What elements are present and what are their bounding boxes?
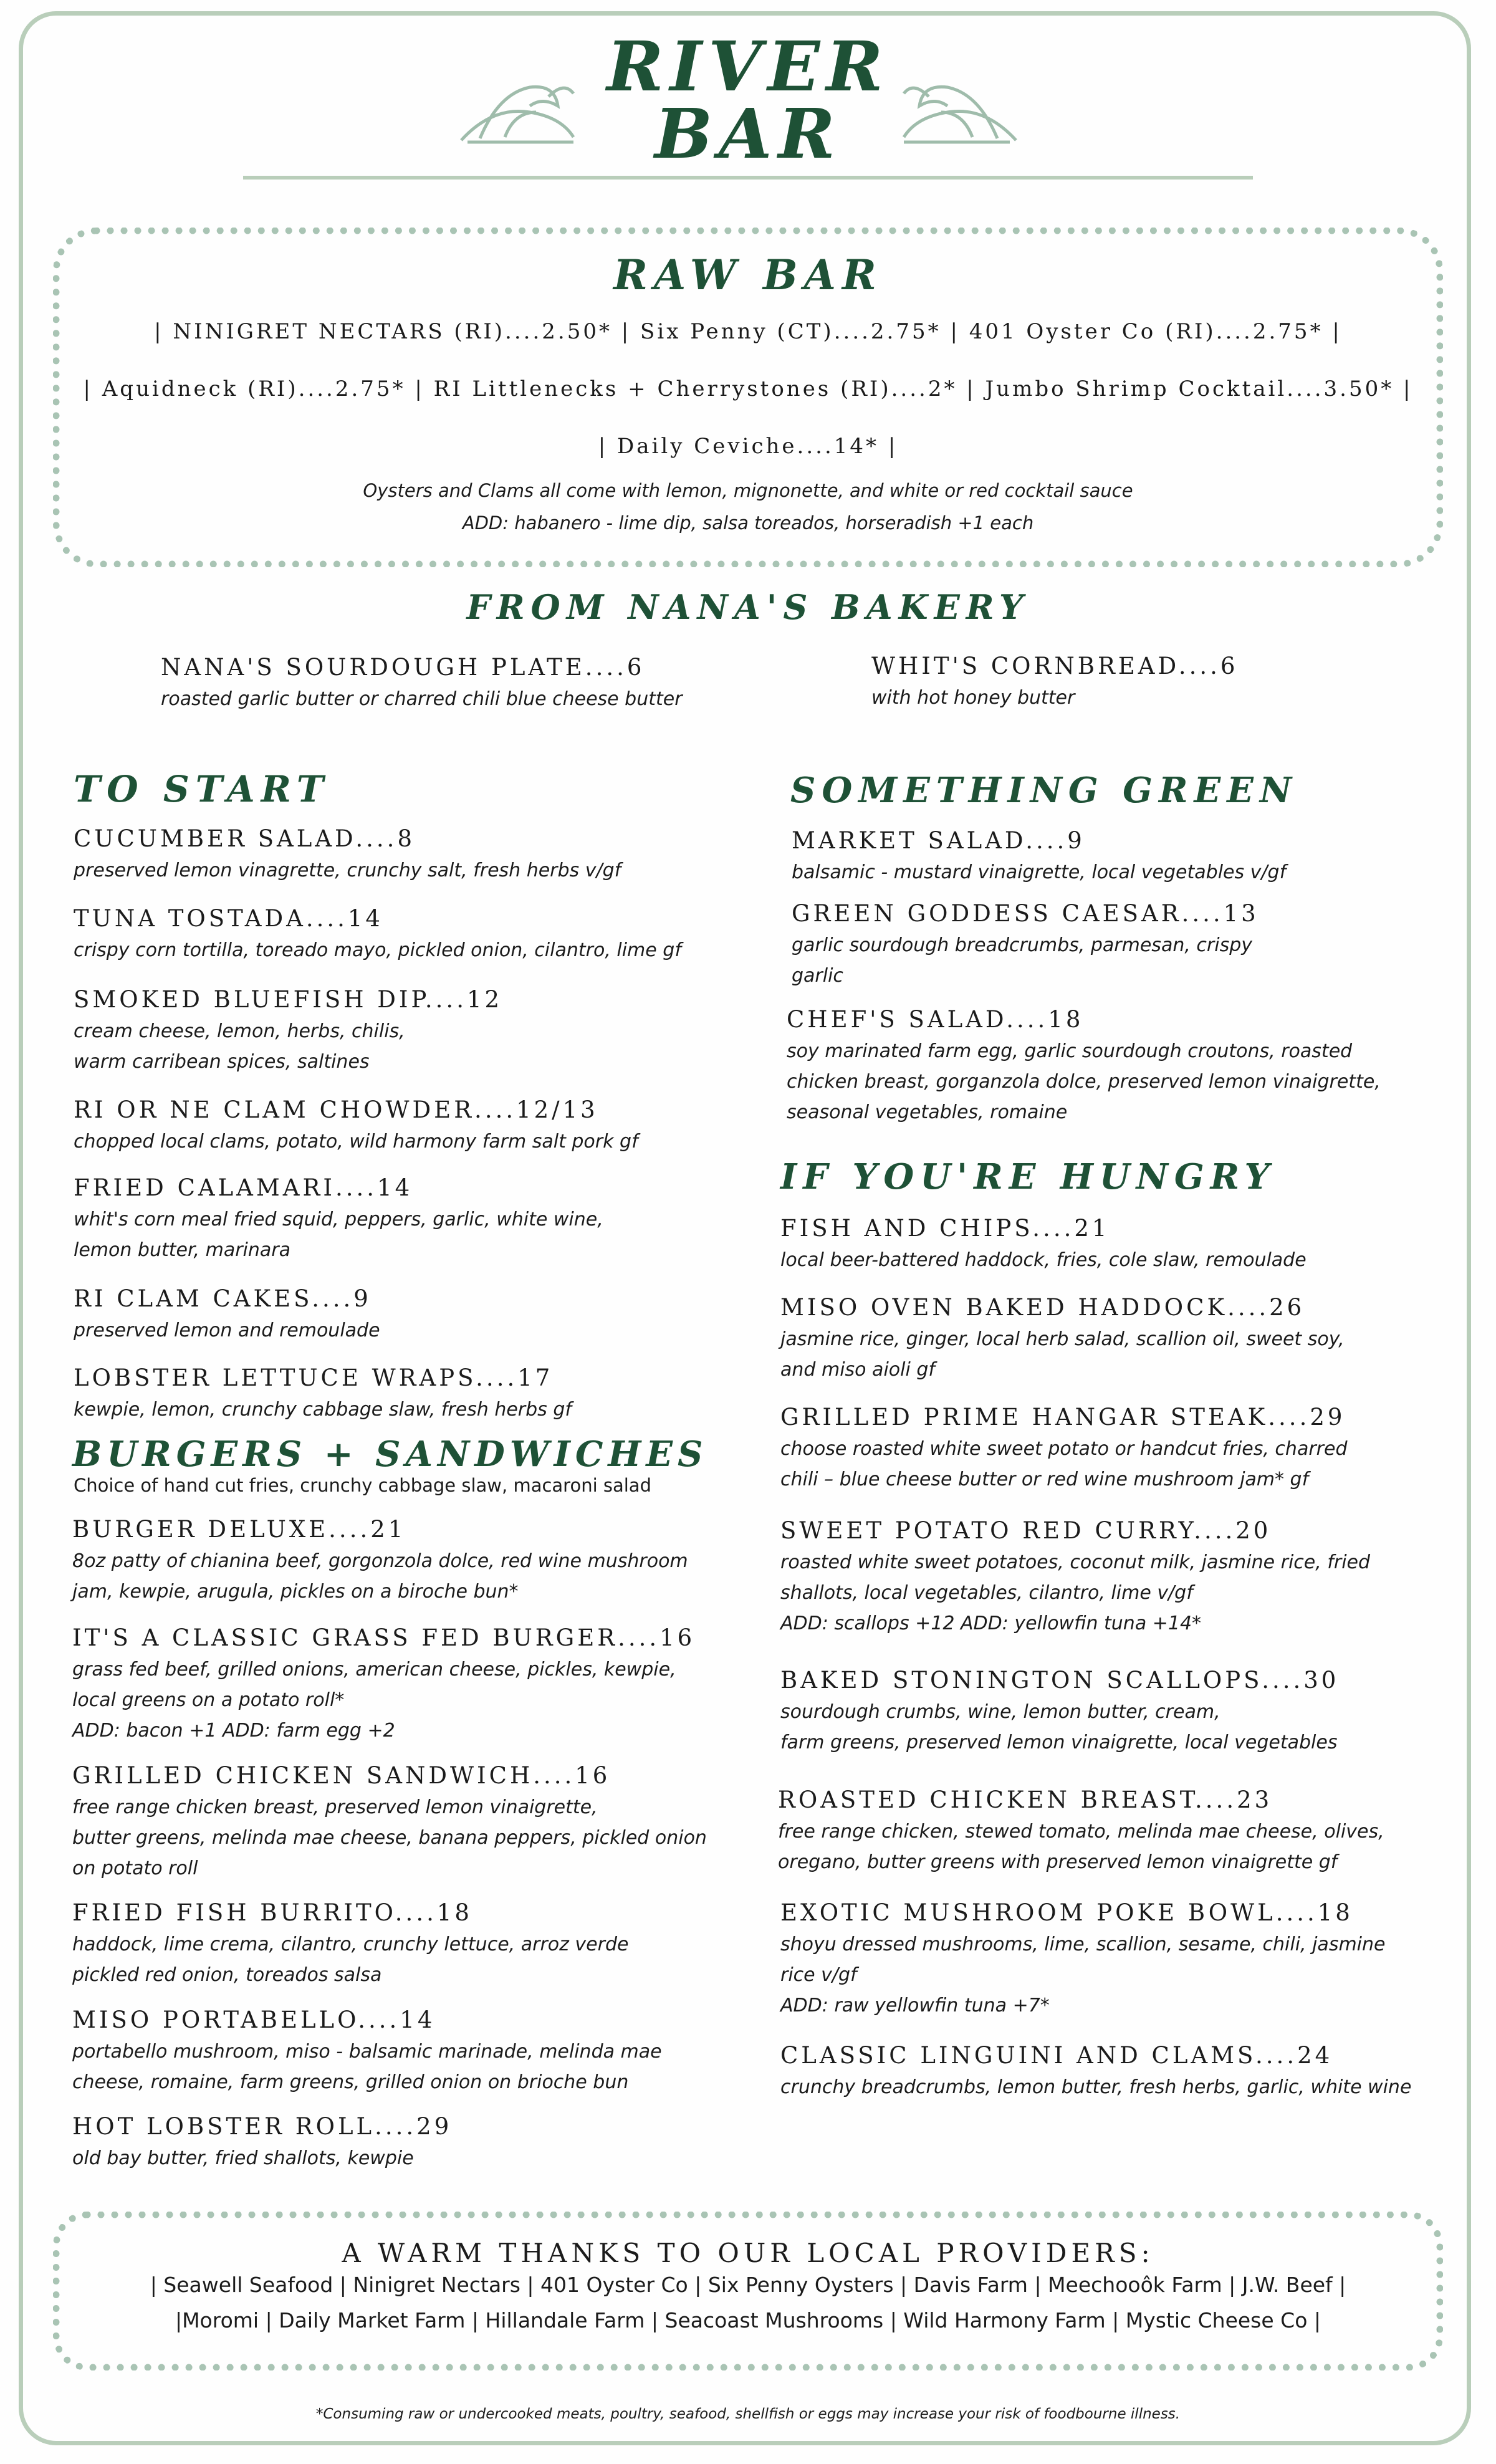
item-desc: jasmine rice, ginger, local herb salad, scallion oil, sweet soy, and miso aioli gf bbox=[780, 1328, 1345, 1381]
logo-line-2: BAR bbox=[654, 93, 842, 174]
raw-bar-note-1: Oysters and Clams all come with lemon, mignonette, and white or red cocktail sauce bbox=[363, 480, 1133, 501]
hungry-title: IF YOU'RE HUNGRY bbox=[780, 1156, 1276, 1197]
raw-bar-line-2: | Aquidneck (RI)....2.75* | RI Littlenecks + Cherrystones (RI)....2* | Jumbo Shrimp Cocktail....3.50* | bbox=[83, 376, 1413, 401]
burgers-title: BURGERS + SANDWICHES bbox=[72, 1434, 708, 1475]
menu-item bbox=[778, 1784, 1384, 1877]
menu-item bbox=[792, 898, 1259, 991]
item-name: GREEN GODDESS CAESAR....13 bbox=[792, 900, 1259, 927]
providers-line-1: | Seawell Seafood | Ninigret Nectars | 401 Oyster Co | Six Penny Oysters | Davis Farm | Meechooôk Farm | J.W. Beef | bbox=[150, 2273, 1346, 2297]
menu-item bbox=[780, 2040, 1411, 2102]
raw-bar-title: RAW BAR bbox=[613, 251, 883, 299]
item-desc: kewpie, lemon, crunchy cabbage slaw, fresh herbs gf bbox=[74, 1399, 572, 1421]
item-desc: with hot honey butter bbox=[871, 687, 1075, 709]
item-desc: old bay butter, fried shallots, kewpie bbox=[72, 2147, 414, 2169]
menu-item bbox=[780, 1292, 1345, 1385]
item-desc: preserved lemon vinagrette, crunchy salt, fresh herbs v/gf bbox=[74, 860, 621, 881]
item-name: MARKET SALAD....9 bbox=[792, 827, 1085, 854]
item-name: CLASSIC LINGUINI AND CLAMS....24 bbox=[780, 2042, 1333, 2069]
menu-item bbox=[72, 1622, 695, 1746]
raw-bar-line-1: | NINIGRET NECTARS (RI)....2.50* | Six Penny (CT)....2.75* | 401 Oyster Co (RI)....2.75* | bbox=[154, 319, 1342, 344]
item-name: HOT LOBSTER ROLL....29 bbox=[72, 2113, 453, 2140]
bakery-item bbox=[871, 650, 1238, 713]
footer-disclaimer: *Consuming raw or undercooked meats, poultry, seafood, shellfish or eggs may increase your risk of foodbourne illness. bbox=[315, 2406, 1181, 2422]
bakery-title: FROM NANA'S BAKERY bbox=[466, 587, 1030, 627]
item-name: RI OR NE CLAM CHOWDER....12/13 bbox=[74, 1096, 598, 1123]
item-name: CUCUMBER SALAD....8 bbox=[74, 825, 415, 852]
menu-item bbox=[72, 1897, 628, 1990]
menu-item bbox=[72, 1513, 688, 1607]
item-name: WHIT'S CORNBREAD....6 bbox=[871, 653, 1239, 679]
item-desc: free range chicken breast, preserved lemon vinaigrette, butter greens, melinda mae cheese, banana peppers, pickled onion on potato roll bbox=[72, 1796, 707, 1879]
item-desc: crispy corn tortilla, toreado mayo, pickled onion, cilantro, lime gf bbox=[74, 939, 681, 961]
item-desc: haddock, lime crema, cilantro, crunchy lettuce, arroz verde pickled red onion, toreados salsa bbox=[72, 1934, 629, 1986]
item-desc: sourdough crumbs, wine, lemon butter, cream, farm greens, preserved lemon vinaigrette, local vegetables bbox=[780, 1701, 1338, 1753]
menu-item bbox=[780, 1515, 1370, 1639]
item-name: EXOTIC MUSHROOM POKE BOWL....18 bbox=[780, 1899, 1353, 1926]
item-name: SWEET POTATO RED CURRY....20 bbox=[780, 1517, 1272, 1544]
item-desc: preserved lemon and remoulade bbox=[74, 1320, 380, 1341]
menu-item bbox=[74, 823, 621, 886]
menu-item bbox=[74, 1283, 380, 1346]
item-name: CHEF'S SALAD....18 bbox=[787, 1006, 1084, 1033]
item-name: GRILLED PRIME HANGAR STEAK....29 bbox=[780, 1404, 1346, 1431]
menu-item bbox=[72, 2004, 662, 2097]
item-name: TUNA TOSTADA....14 bbox=[74, 905, 383, 932]
item-desc: roasted garlic butter or charred chili blue cheese butter bbox=[161, 688, 683, 710]
item-desc: portabello mushroom, miso - balsamic marinade, melinda mae cheese, romaine, farm greens, grilled onion on brioche bun bbox=[72, 2041, 662, 2093]
menu-item bbox=[780, 1897, 1385, 2021]
item-name: LOBSTER LETTUCE WRAPS....17 bbox=[74, 1364, 554, 1391]
item-name: NANA'S SOURDOUGH PLATE....6 bbox=[161, 654, 645, 681]
item-name: BURGER DELUXE....21 bbox=[72, 1516, 406, 1543]
item-desc: 8oz patty of chianina beef, gorgonzola dolce, red wine mushroom jam, kewpie, arugula, pickles on a biroche bun* bbox=[72, 1550, 688, 1603]
menu-item bbox=[780, 1664, 1339, 1758]
item-name: BAKED STONINGTON SCALLOPS....30 bbox=[780, 1667, 1340, 1694]
wave-left-icon bbox=[455, 69, 580, 150]
menu-item bbox=[74, 1172, 603, 1265]
menu-item bbox=[74, 1094, 638, 1157]
item-desc: cream cheese, lemon, herbs, chilis, warm carribean spices, saltines bbox=[74, 1020, 405, 1073]
item-desc: roasted white sweet potatoes, coconut milk, jasmine rice, fried shallots, local vegetables, cilantro, lime v/gf ADD: scallops +12 ADD: yellowfin tuna +14* bbox=[780, 1551, 1371, 1634]
logo-divider bbox=[243, 176, 1253, 180]
menu-item bbox=[792, 825, 1286, 888]
menu-item bbox=[72, 2111, 452, 2174]
item-desc: whit's corn meal fried squid, peppers, garlic, white wine, lemon butter, marinara bbox=[74, 1209, 603, 1261]
item-desc: choose roasted white sweet potato or handcut fries, charred chili – blue cheese butter or red wine mushroom jam* gf bbox=[780, 1438, 1348, 1490]
providers-line-2: |Moromi | Daily Market Farm | Hillandale Farm | Seacoast Mushrooms | Wild Harmony Farm | Mystic Cheese Co | bbox=[175, 2308, 1321, 2332]
item-desc: garlic sourdough breadcrumbs, parmesan, crispy garlic bbox=[792, 934, 1252, 987]
menu-item bbox=[72, 1760, 707, 1884]
item-name: SMOKED BLUEFISH DIP....12 bbox=[74, 986, 503, 1013]
menu-item bbox=[780, 1212, 1307, 1275]
burgers-subtitle: Choice of hand cut fries, crunchy cabbage slaw, macaroni salad bbox=[74, 1475, 651, 1496]
logo-line-1: RIVER bbox=[607, 26, 889, 107]
to-start-title: TO START bbox=[74, 768, 330, 810]
item-name: FISH AND CHIPS....21 bbox=[780, 1215, 1110, 1242]
bakery-item bbox=[161, 651, 683, 714]
menu-item bbox=[74, 903, 681, 966]
item-name: MISO OVEN BAKED HADDOCK....26 bbox=[780, 1294, 1305, 1321]
menu-item bbox=[787, 1004, 1381, 1128]
raw-bar-line-3: | Daily Ceviche....14* | bbox=[598, 434, 898, 459]
raw-bar-note-2: ADD: habanero - lime dip, salsa toreados, horseradish +1 each bbox=[462, 512, 1034, 534]
item-name: IT'S A CLASSIC GRASS FED BURGER....16 bbox=[72, 1624, 696, 1651]
item-desc: chopped local clams, potato, wild harmony farm salt pork gf bbox=[74, 1131, 638, 1153]
item-desc: shoyu dressed mushrooms, lime, scallion, sesame, chili, jasmine rice v/gf ADD: raw yellowfin tuna +7* bbox=[780, 1934, 1386, 2016]
item-desc: local beer-battered haddock, fries, cole slaw, remoulade bbox=[780, 1249, 1307, 1271]
menu-item bbox=[74, 984, 502, 1077]
something-green-title: SOMETHING GREEN bbox=[790, 770, 1298, 811]
wave-right-icon bbox=[898, 69, 1022, 150]
item-name: FRIED CALAMARI....14 bbox=[74, 1174, 413, 1201]
item-desc: free range chicken, stewed tomato, melinda mae cheese, olives, oregano, butter greens with preserved lemon vinaigrette gf bbox=[778, 1821, 1384, 1873]
item-name: FRIED FISH BURRITO....18 bbox=[72, 1899, 472, 1926]
menu-item bbox=[74, 1362, 572, 1425]
item-desc: soy marinated farm egg, garlic sourdough croutons, roasted chicken breast, gorganzola dolce, preserved lemon vinaigrette, seasonal vegetables, romaine bbox=[787, 1040, 1381, 1123]
menu-item bbox=[780, 1401, 1348, 1495]
item-desc: crunchy breadcrumbs, lemon butter, fresh herbs, garlic, white wine bbox=[780, 2076, 1412, 2098]
providers-title: A WARM THANKS TO OUR LOCAL PROVIDERS: bbox=[342, 2238, 1154, 2268]
item-name: ROASTED CHICKEN BREAST....23 bbox=[778, 1786, 1273, 1813]
item-desc: grass fed beef, grilled onions, american cheese, pickles, kewpie, local greens on a potato roll* ADD: bacon +1 ADD: farm egg +2 bbox=[72, 1659, 676, 1742]
item-name: RI CLAM CAKES....9 bbox=[74, 1285, 372, 1312]
item-name: MISO PORTABELLO....14 bbox=[72, 2006, 436, 2033]
item-desc: balsamic - mustard vinaigrette, local vegetables v/gf bbox=[792, 861, 1287, 883]
item-name: GRILLED CHICKEN SANDWICH....16 bbox=[72, 1762, 611, 1789]
